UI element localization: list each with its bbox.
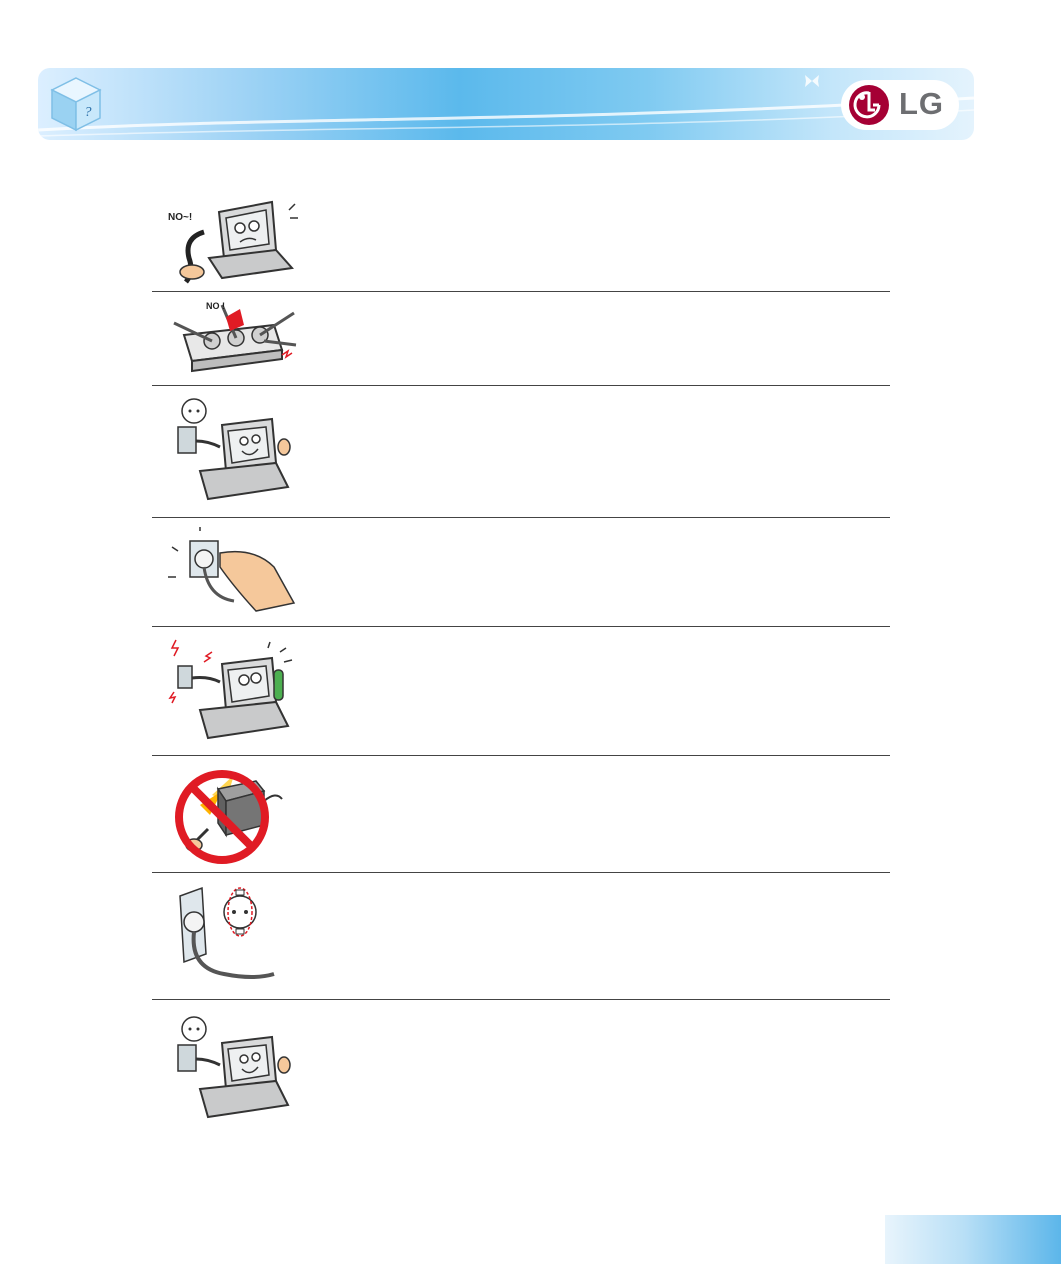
divider [152, 999, 890, 1000]
overloaded-power-strip-icon [164, 295, 304, 381]
laptop-plugged-in-ok-icon [164, 1015, 304, 1127]
laptop-plugged-in-ok-icon [164, 397, 304, 509]
header-swoosh [38, 68, 974, 140]
logo-text: LG [899, 86, 945, 121]
divider [152, 385, 890, 386]
divider [152, 517, 890, 518]
illustration-row [152, 293, 890, 383]
divider [152, 291, 890, 292]
illustration-row [152, 1001, 890, 1129]
header-banner [38, 68, 974, 140]
svg-text:?: ? [84, 105, 92, 120]
lg-logo [841, 80, 959, 130]
illustration-row [152, 757, 890, 871]
caption: NO ! [206, 301, 225, 311]
divider [152, 872, 890, 873]
illustration-row [152, 178, 890, 290]
laptop-phone-lightning-icon [164, 636, 304, 748]
question-cube-icon[interactable] [50, 76, 102, 132]
illustration-row [152, 519, 890, 625]
caption: NO~! [168, 212, 193, 223]
laptop-cord-pull-warning-icon [164, 180, 304, 288]
butterfly-icon [803, 73, 821, 89]
grounded-outlet-plug-icon [164, 882, 304, 994]
no-disassemble-adapter-icon [164, 761, 304, 867]
page-number-tab [885, 1215, 1061, 1264]
illustration-row [152, 628, 890, 754]
divider [152, 755, 890, 756]
illustration-row [152, 874, 890, 998]
divider [152, 626, 890, 627]
illustration-row [152, 387, 890, 515]
lg-face-mark [847, 84, 891, 126]
hand-on-wall-socket-icon [164, 527, 304, 623]
